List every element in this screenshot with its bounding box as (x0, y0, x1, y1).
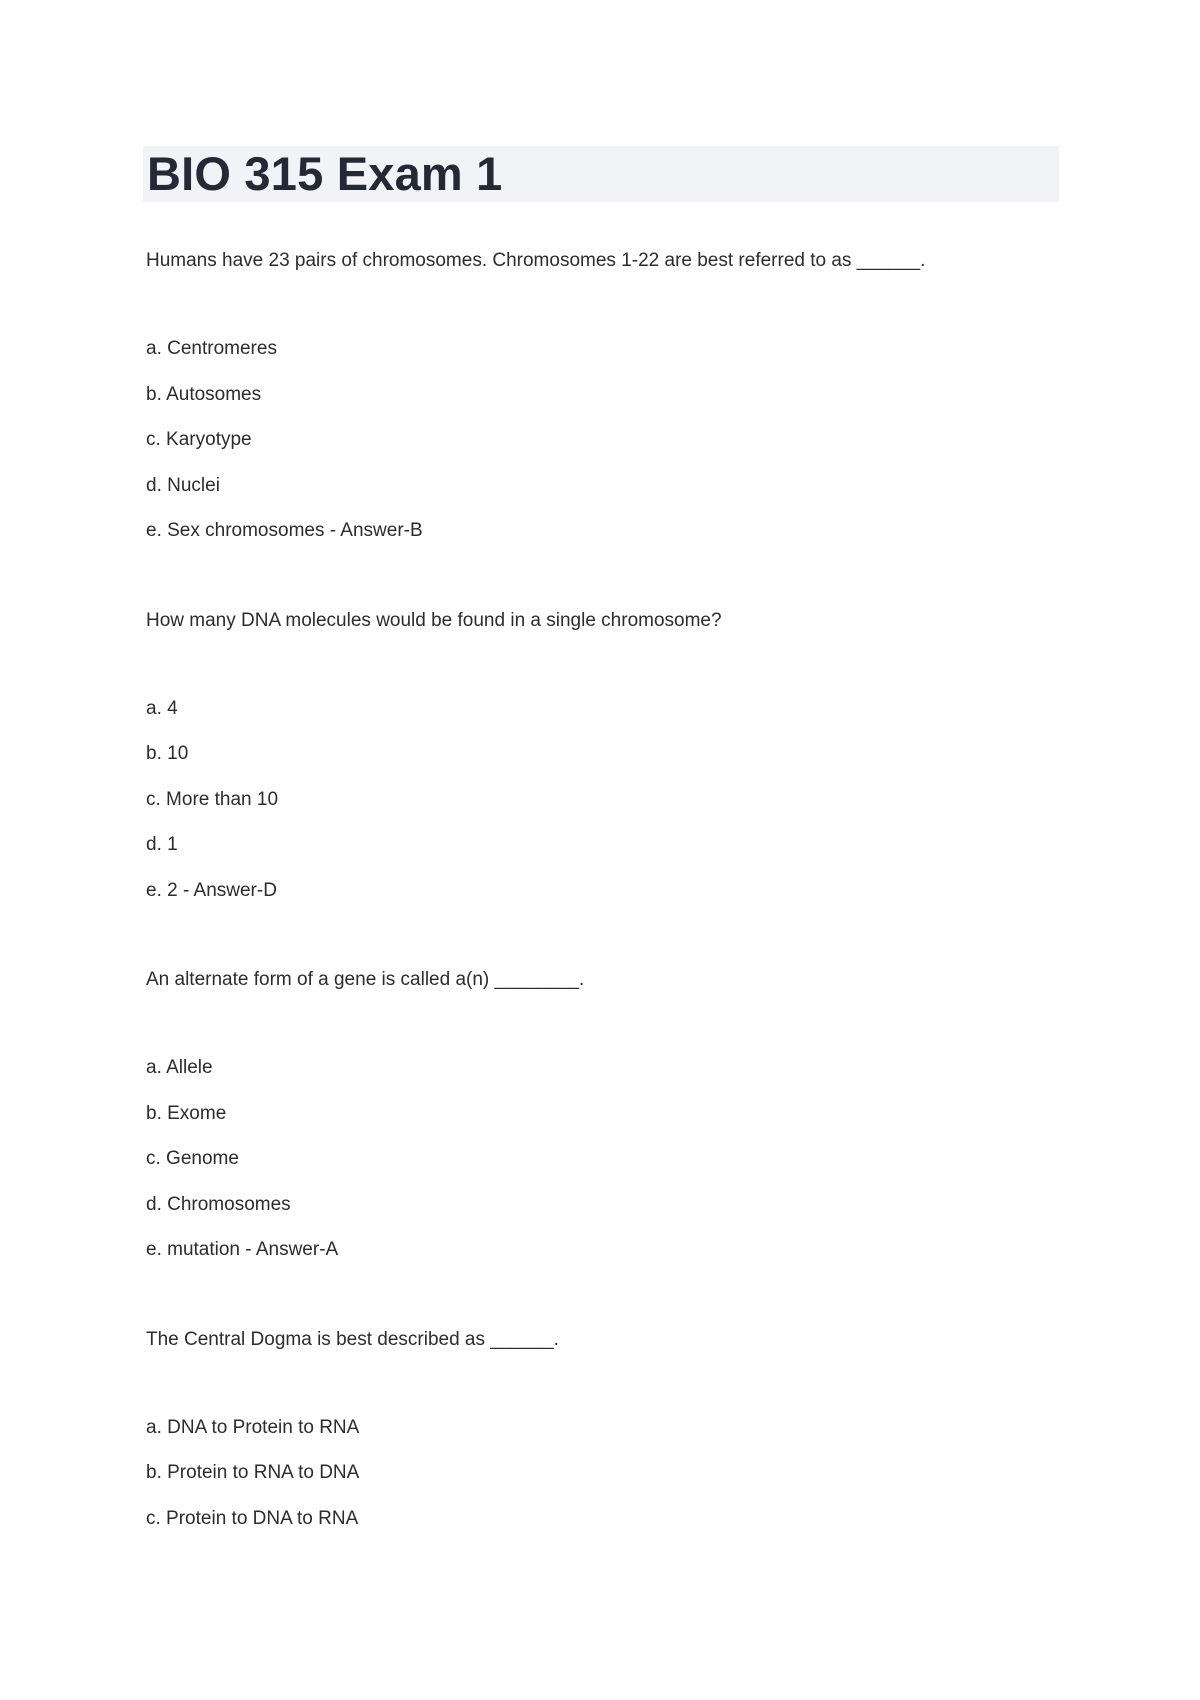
question-prompt: An alternate form of a gene is called a(n) ________. (146, 969, 585, 990)
option-list (146, 1405, 1046, 1542)
option-item: e. Sex chromosomes - Answer-B (146, 520, 423, 541)
option-item: d. Nuclei (146, 474, 220, 496)
question-block-1 (146, 236, 1046, 554)
title-bar (143, 146, 1059, 202)
option-item: b. Exome (146, 1102, 227, 1124)
question-list (146, 236, 1046, 1541)
question-block-4 (146, 1315, 1046, 1542)
option-item: a. Centromeres (146, 338, 277, 359)
option-item: c. Protein to DNA to RNA (146, 1507, 359, 1529)
option-item: d. 1 (146, 834, 178, 855)
option-item: b. Autosomes (146, 383, 262, 405)
option-item: d. Chromosomes (146, 1193, 291, 1215)
option-item: e. 2 - Answer-D (146, 879, 277, 901)
question-block-3 (146, 955, 1046, 1273)
option-list (146, 1045, 1046, 1273)
option-item: a. 4 (146, 697, 178, 719)
option-item: b. Protein to RNA to DNA (146, 1462, 360, 1483)
option-item: a. Allele (146, 1057, 213, 1078)
option-item: c. Genome (146, 1148, 239, 1169)
document-title: BIO 315 Exam 1 (147, 147, 503, 200)
question-prompt: How many DNA molecules would be found in a single chromosome? (146, 609, 722, 631)
question-prompt: Humans have 23 pairs of chromosomes. Chromosomes 1-22 are best referred to as ______. (146, 250, 926, 271)
option-item: b. 10 (146, 743, 189, 764)
question-prompt: The Central Dogma is best described as ______. (146, 1328, 559, 1350)
option-item: c. More than 10 (146, 788, 279, 810)
option-item: a. DNA to Protein to RNA (146, 1416, 360, 1438)
option-list (146, 686, 1046, 914)
question-block-2 (146, 596, 1046, 914)
option-item: e. mutation - Answer-A (146, 1239, 339, 1260)
option-item: c. Karyotype (146, 429, 252, 450)
option-list (146, 326, 1046, 554)
